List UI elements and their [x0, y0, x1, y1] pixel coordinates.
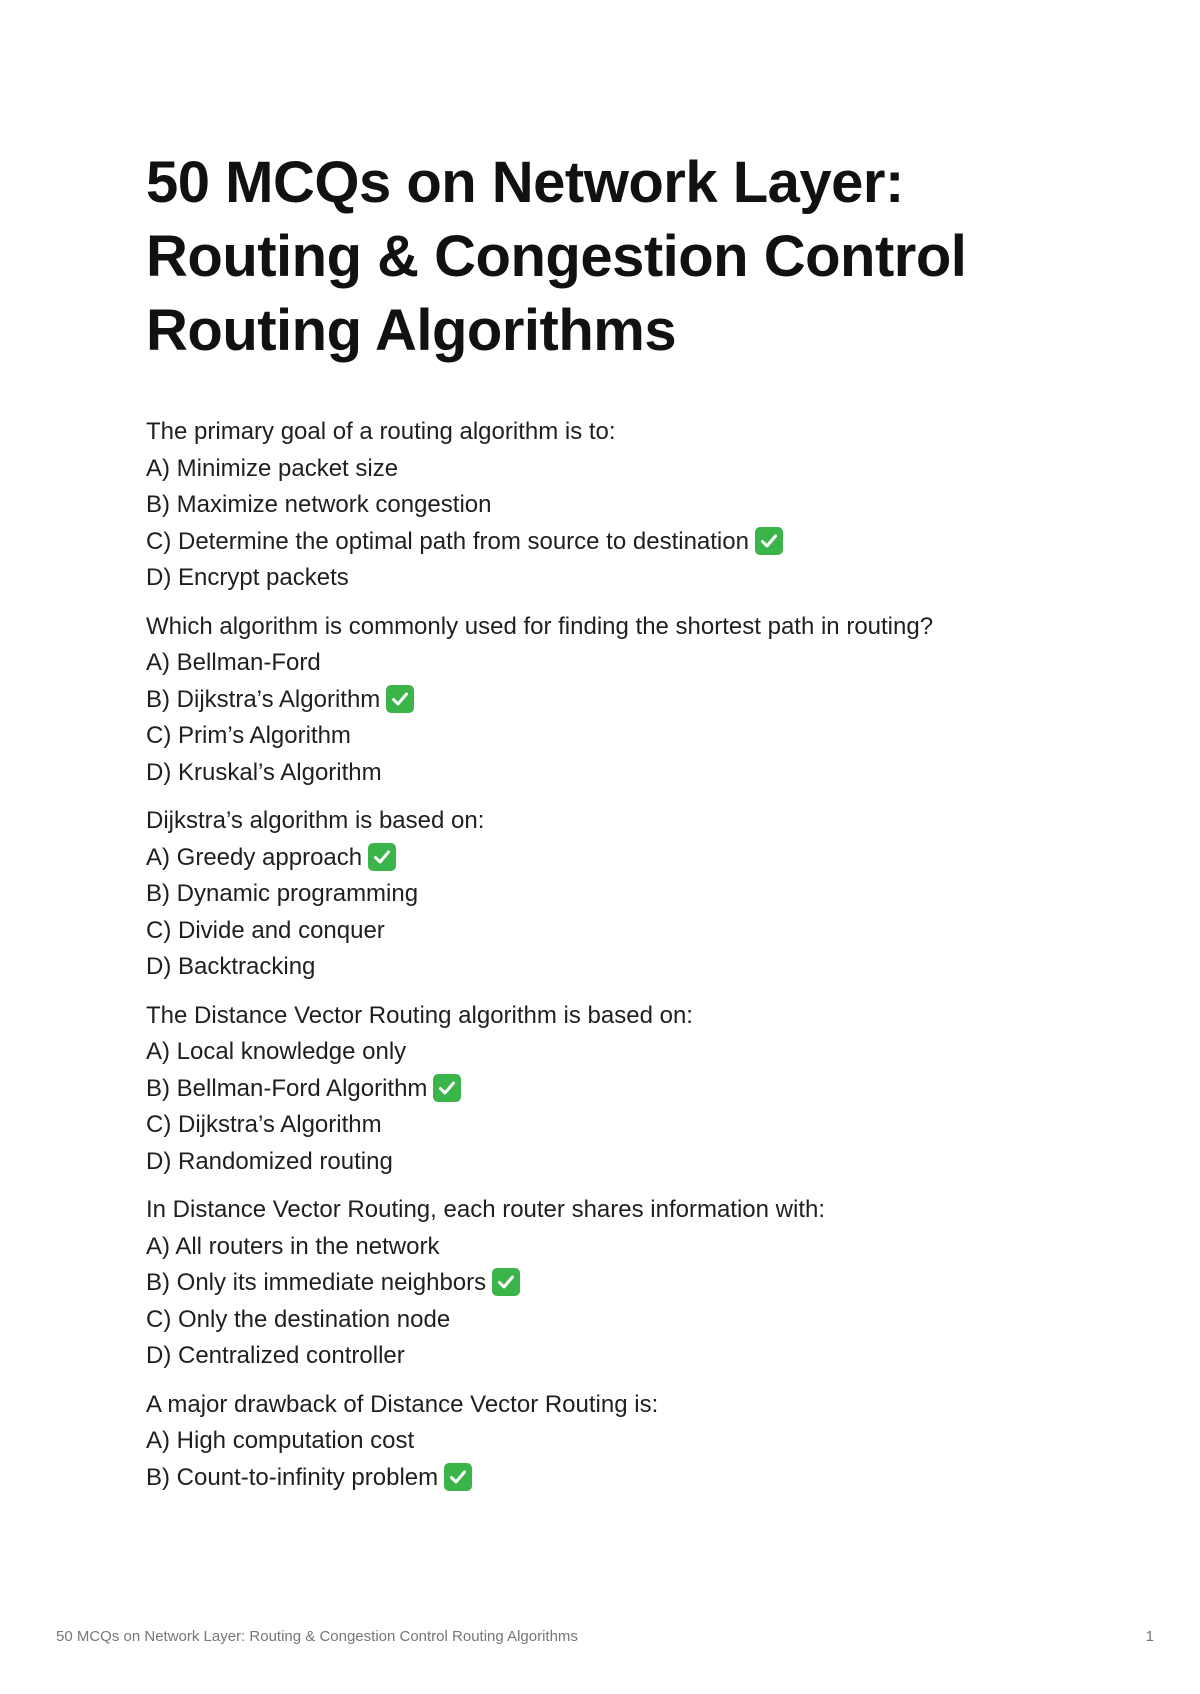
answer-option-label: D) Randomized routing: [146, 1147, 393, 1175]
question-block: [146, 1387, 1106, 1497]
question-text: The primary goal of a routing algorithm is to:: [146, 418, 616, 445]
question-block: [146, 414, 1106, 597]
answer-option: [146, 913, 1106, 950]
answer-option-label: A) All routers in the network: [146, 1232, 440, 1260]
title-line: Routing & Congestion Control: [146, 224, 967, 289]
answer-option-label: A) Greedy approach: [146, 843, 363, 871]
answer-option: [146, 876, 1106, 913]
answer-option: [146, 1071, 1106, 1108]
answer-option: [146, 1460, 1106, 1497]
answer-option-label: C) Dijkstra’s Algorithm: [146, 1111, 382, 1138]
answer-option: [146, 718, 1106, 755]
answer-option: [146, 524, 1106, 561]
answer-option-label: B) Count-to-infinity problem: [146, 1463, 439, 1491]
answer-option-label: D) Backtracking: [146, 953, 316, 980]
answer-option: [146, 682, 1106, 719]
question-block: [146, 609, 1106, 792]
answer-option-label: A) High computation cost: [146, 1427, 415, 1454]
question-block: [146, 998, 1106, 1181]
answer-option: [146, 645, 1106, 682]
answer-option: [146, 840, 1106, 877]
check-mark-button-icon: [433, 1074, 461, 1102]
answer-option-label: D) Centralized controller: [146, 1342, 405, 1369]
question-text: The Distance Vector Routing algorithm is based on:: [146, 1001, 693, 1029]
question-text: A major drawback of Distance Vector Routing is:: [146, 1390, 659, 1418]
answer-option-label: C) Determine the optimal path from source to destination: [146, 527, 749, 555]
answer-option: [146, 451, 1106, 488]
check-mark-button-icon: [492, 1268, 520, 1296]
check-mark-button-icon: [755, 527, 783, 555]
answer-option: [146, 1229, 1106, 1266]
answer-option-label: A) Local knowledge only: [146, 1038, 407, 1065]
answer-option-label: C) Only the destination node: [146, 1305, 451, 1333]
answer-option: [146, 1107, 1106, 1144]
answer-option: [146, 755, 1106, 792]
answer-option-label: B) Dynamic programming: [146, 880, 419, 907]
answer-option-label: C) Prim’s Algorithm: [146, 722, 351, 749]
answer-option-label: A) Bellman-Ford: [146, 649, 321, 676]
question-block: [146, 803, 1106, 986]
page-number: 1: [1145, 1628, 1154, 1645]
answer-option-label: D) Encrypt packets: [146, 564, 349, 591]
title-line: Routing Algorithms: [146, 298, 677, 363]
answer-option: [146, 949, 1106, 986]
answer-option: [146, 1144, 1106, 1181]
question-block: [146, 1192, 1106, 1375]
question-list: [146, 414, 1106, 1508]
check-mark-button-icon: [368, 843, 396, 871]
answer-option-label: B) Dijkstra’s Algorithm: [146, 685, 381, 713]
answer-option: [146, 1034, 1106, 1071]
answer-option-label: A) Minimize packet size: [146, 454, 399, 482]
answer-option: [146, 1302, 1106, 1339]
question-text: Dijkstra’s algorithm is based on:: [146, 807, 485, 834]
answer-option: [146, 1338, 1106, 1375]
answer-option-label: B) Maximize network congestion: [146, 491, 492, 518]
answer-option-label: B) Bellman-Ford Algorithm: [146, 1074, 428, 1102]
check-mark-button-icon: [386, 685, 414, 713]
check-mark-button-icon: [444, 1463, 472, 1491]
answer-option-label: B) Only its immediate neighbors: [146, 1269, 487, 1296]
answer-option: [146, 1265, 1106, 1302]
question-text: In Distance Vector Routing, each router shares information with:: [146, 1196, 826, 1223]
answer-option-label: C) Divide and conquer: [146, 916, 385, 944]
answer-option-label: D) Kruskal’s Algorithm: [146, 758, 382, 786]
page-title: [146, 146, 1106, 368]
answer-option: [146, 487, 1106, 524]
footer-text: 50 MCQs on Network Layer: Routing & Congestion Control Routing Algorithms: [56, 1628, 578, 1645]
answer-option: [146, 560, 1106, 597]
title-line: 50 MCQs on Network Layer:: [146, 150, 904, 215]
answer-option: [146, 1423, 1106, 1460]
question-text: Which algorithm is commonly used for finding the shortest path in routing?: [146, 612, 934, 640]
